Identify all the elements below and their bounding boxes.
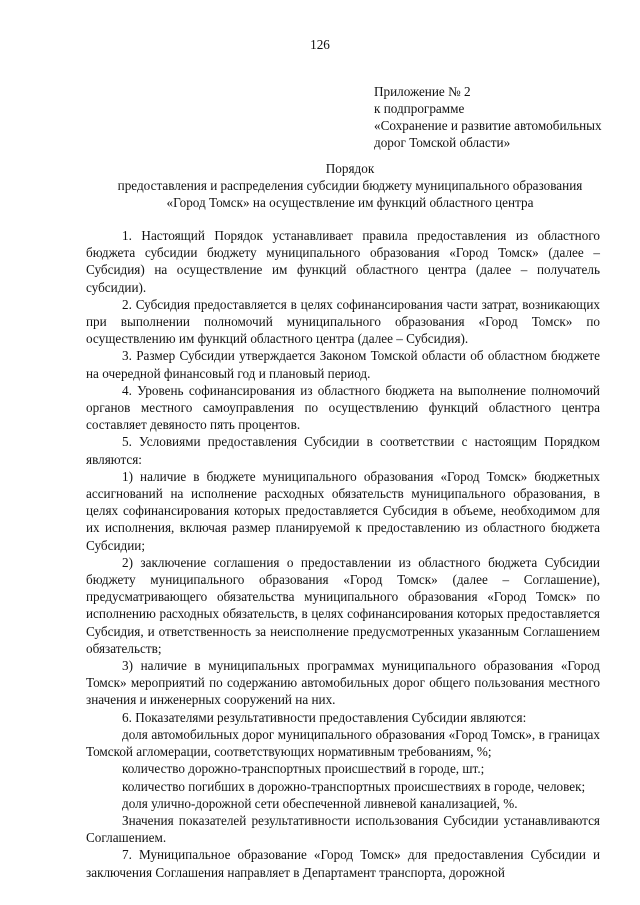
paragraph: 1) наличие в бюджете муниципального образования «Город Томск» бюджетных ассигнований на исполнение расходных обязательств муниципального образования, в целях софинансирования которых предоставляется Субсидия в объеме, необходимом для их исполнения, включая размер планируемой к предоставлению из областного бюджета Субсидии; xyxy=(86,468,600,553)
paragraph: количество дорожно-транспортных происшествий в городе, шт.; xyxy=(122,761,485,777)
page-number: 126 xyxy=(310,37,330,52)
paragraph: 2) заключение соглашения о предоставлении из областного бюджета Субсидии бюджету муниципального образования «Город Томск» (далее – Соглашение), предусматривающего обязательства муниципального образования «Город Томск» по исполнению расходных обязательств, в целях софинансирования которых предоставляется Субсидия, и ответственность за неисполнение предусмотренных указанным Соглашением обязательств; xyxy=(86,554,600,656)
paragraph: 7. Муниципальное образование «Город Томск» для предоставления Субсидии и заключения Соглашения направляет в Департамент транспорта, дорожной xyxy=(86,847,600,880)
appendix-line: к подпрограмме xyxy=(374,101,465,116)
paragraph: 3) наличие в муниципальных программах муниципального образования «Город Томск» мероприятий по содержанию автомобильных дорог общего пользования местного значения и инженерных сооружений на них. xyxy=(86,658,600,708)
title-line: «Город Томск» на осуществление им функций областного центра xyxy=(166,195,534,210)
paragraph: 1. Настоящий Порядок устанавливает правила предоставления из областного бюджета субсидии бюджету муниципального образования «Город Томск» (далее – Субсидия) на осуществление им функций областного центра (далее – получатель субсидии). xyxy=(86,228,600,295)
paragraph: доля автомобильных дорог муниципального образования «Город Томск», в границах Томской агломерации, соответствующих нормативным требованиям, %; xyxy=(86,726,600,760)
paragraph: 5. Условиями предоставления Субсидии в соответствии с настоящим Порядком являются: xyxy=(86,434,600,467)
title-line: Порядок xyxy=(325,161,375,176)
paragraph: 2. Субсидия предоставляется в целях софинансирования части затрат, возникающих при выполнении полномочий муниципального образования «Город Томск» по осуществлению им функций областного центра (далее – Субсидия). xyxy=(86,296,600,347)
appendix-line: «Сохранение и развитие автомобильных xyxy=(374,118,602,133)
paragraph: 6. Показателями результативности предоставления Субсидии являются: xyxy=(122,709,527,725)
paragraph: 4. Уровень софинансирования из областного бюджета на выполнение полномочий органов местного самоуправления по осуществлению функций областного центра составляет девяносто пять процентов. xyxy=(86,382,600,433)
document-title xyxy=(60,160,640,211)
appendix-line: Приложение № 2 xyxy=(374,84,471,99)
paragraph: Значения показателей результативности использования Субсидии устанавливаются Соглашением. xyxy=(86,812,600,846)
appendix-line: дорог Томской области» xyxy=(374,135,511,150)
title-line: предоставления и распределения субсидии бюджету муниципального образования xyxy=(117,178,583,193)
paragraph: доля улично-дорожной сети обеспеченной ливневой канализацией, %. xyxy=(122,795,518,811)
paragraph: количество погибших в дорожно-транспортных происшествиях в городе, человек; xyxy=(122,778,586,794)
document-body xyxy=(86,227,600,881)
appendix-block xyxy=(374,83,614,151)
paragraph: 3. Размер Субсидии утверждается Законом Томской области об областном бюджете на очередной финансовый год и плановый период. xyxy=(86,348,600,381)
